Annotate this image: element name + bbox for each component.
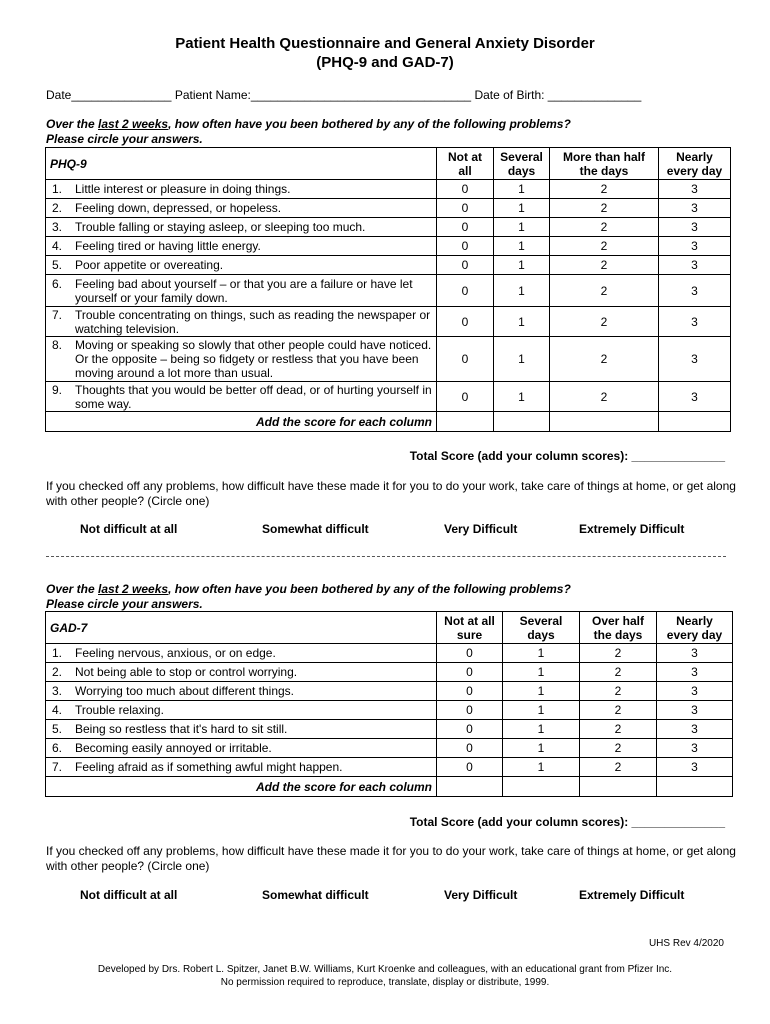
- phq-header-several-days: Several days: [494, 148, 550, 180]
- phq-option-somewhat-difficult[interactable]: Somewhat difficult: [262, 522, 369, 536]
- phq-score-option[interactable]: 3: [659, 237, 731, 256]
- gad-sum-cell[interactable]: [503, 777, 580, 797]
- gad-label: GAD-7: [46, 612, 437, 644]
- phq-item-cell: [46, 180, 437, 199]
- phq-score-option[interactable]: 3: [659, 218, 731, 237]
- phq-score-option[interactable]: 0: [437, 237, 494, 256]
- gad-item-number: 4.: [52, 703, 63, 717]
- phq-question: [46, 117, 571, 147]
- phq-item-cell: [46, 382, 437, 412]
- phq-item-text: Feeling bad about yourself – or that you are a failure or have let yourself or your family down.: [75, 276, 413, 305]
- gad-item-cell: [46, 644, 437, 663]
- gad-item-cell: [46, 758, 437, 777]
- phq-item-row: [46, 218, 731, 237]
- phq-total-score[interactable]: Total Score (add your column scores): ______________: [409, 449, 725, 463]
- phq-item-cell: [46, 237, 437, 256]
- phq-score-option[interactable]: 0: [437, 337, 494, 382]
- gad-header-nearly-every-day: Nearly every day: [657, 612, 733, 644]
- phq-item-text: Moving or speaking so slowly that other people could have noticed. Or the opposite – being so fidgety or restless that you have been moving around a lot more than usual.: [75, 338, 432, 380]
- gad-option-very-difficult[interactable]: Very Difficult: [444, 888, 518, 902]
- phq-item-cell: [46, 275, 437, 307]
- phq-score-option[interactable]: 1: [494, 307, 550, 337]
- phq-score-option[interactable]: 3: [659, 337, 731, 382]
- phq-header-row: [46, 148, 731, 180]
- phq-score-option[interactable]: 2: [550, 382, 659, 412]
- gad-sum-cell[interactable]: [437, 777, 503, 797]
- phq-item-cell: [46, 307, 437, 337]
- gad-score-option[interactable]: 0: [437, 739, 503, 758]
- phq-item-number: 6.: [52, 276, 63, 291]
- gad-score-option[interactable]: 2: [580, 758, 657, 777]
- phq-item-text: Trouble falling or staying asleep, or sleeping too much.: [75, 220, 366, 234]
- gad-item-row: [46, 663, 733, 682]
- phq-item-number: 5.: [52, 258, 63, 272]
- phq-score-option[interactable]: 2: [550, 237, 659, 256]
- phq-score-option[interactable]: 2: [550, 337, 659, 382]
- phq-item-row: [46, 199, 731, 218]
- question-text: Over the: [46, 582, 99, 596]
- phq-score-option[interactable]: 1: [494, 199, 550, 218]
- gad-score-option[interactable]: 2: [580, 720, 657, 739]
- phq-option-not-difficult[interactable]: Not difficult at all: [80, 522, 178, 536]
- gad-item-cell: [46, 682, 437, 701]
- phq-header-more-than-half: More than half the days: [550, 148, 659, 180]
- phq-score-option[interactable]: 2: [550, 199, 659, 218]
- revision-label: UHS Rev 4/2020: [648, 938, 724, 949]
- phq-score-option[interactable]: 1: [494, 180, 550, 199]
- phq-item-cell: [46, 199, 437, 218]
- question-instruction: Please circle your answers.: [46, 132, 203, 146]
- phq-score-option[interactable]: 0: [437, 382, 494, 412]
- gad-option-not-difficult[interactable]: Not difficult at all: [80, 888, 178, 902]
- phq-sum-cell[interactable]: [659, 412, 731, 432]
- phq-score-option[interactable]: 2: [550, 275, 659, 307]
- phq-sum-cell[interactable]: [550, 412, 659, 432]
- gad-score-option[interactable]: 1: [503, 739, 580, 758]
- phq-sum-cell[interactable]: [437, 412, 494, 432]
- phq-item-number: 2.: [52, 201, 63, 215]
- form-subtitle: (PHQ-9 and GAD-7): [316, 54, 454, 71]
- question-text-end: , how often have you been bothered by any of the following problems?: [168, 582, 571, 596]
- phq-item-row: [46, 237, 731, 256]
- gad-score-option[interactable]: 1: [503, 663, 580, 682]
- gad-item-text: Feeling nervous, anxious, or on edge.: [75, 646, 276, 660]
- gad-item-cell: [46, 720, 437, 739]
- phq-header-nearly-every-day: Nearly every day: [659, 148, 731, 180]
- phq-item-text: Little interest or pleasure in doing things.: [75, 182, 291, 196]
- gad-total-score[interactable]: Total Score (add your column scores): ______________: [409, 815, 725, 829]
- gad-score-option[interactable]: 1: [503, 758, 580, 777]
- gad-item-cell: [46, 739, 437, 758]
- gad-add-row: [46, 777, 733, 797]
- phq-item-text: Trouble concentrating on things, such as reading the newspaper or watching television.: [75, 307, 431, 336]
- gad-score-option[interactable]: 0: [437, 720, 503, 739]
- gad-item-text: Becoming easily annoyed or irritable.: [75, 741, 272, 755]
- phq-score-option[interactable]: 3: [659, 199, 731, 218]
- phq-score-option[interactable]: 1: [494, 275, 550, 307]
- gad-item-text: Worrying too much about different things.: [75, 684, 295, 698]
- gad-score-option[interactable]: 2: [580, 682, 657, 701]
- phq-score-option[interactable]: 1: [494, 218, 550, 237]
- phq-header-not-at-all: Not at all: [437, 148, 494, 180]
- question-text: Over the: [46, 117, 99, 131]
- gad-score-option[interactable]: 1: [503, 720, 580, 739]
- gad-score-option[interactable]: 3: [657, 758, 733, 777]
- gad-sum-cell[interactable]: [580, 777, 657, 797]
- form-title: Patient Health Questionnaire and General Anxiety Disorder: [175, 35, 595, 52]
- phq-add-label: Add the score for each column: [46, 412, 437, 432]
- phq-item-number: 9.: [52, 382, 63, 397]
- gad-difficulty-question: If you checked off any problems, how difficult have these made it for you to do your work, take care of things at home, or get along with other people? (Circle one): [46, 844, 736, 873]
- gad-score-option[interactable]: 0: [437, 701, 503, 720]
- gad-header-over-half: Over half the days: [580, 612, 657, 644]
- question-instruction: Please circle your answers.: [46, 597, 203, 611]
- gad-item-number: 3.: [52, 684, 63, 698]
- footer-permission: No permission required to reproduce, translate, display or distribute, 1999.: [220, 977, 550, 988]
- phq-item-cell: [46, 256, 437, 275]
- patient-info-line: [46, 88, 641, 102]
- gad-score-option[interactable]: 1: [503, 644, 580, 663]
- gad-item-row: [46, 758, 733, 777]
- phq-item-text: Thoughts that you would be better off dead, or of hurting yourself in some way.: [75, 382, 432, 411]
- date-of-birth-field[interactable]: Date of Birth: ______________: [474, 88, 642, 102]
- gad-item-text: Feeling afraid as if something awful might happen.: [75, 760, 343, 774]
- gad-add-label: Add the score for each column: [46, 777, 437, 797]
- phq-score-option[interactable]: 2: [550, 180, 659, 199]
- phq-item-cell: [46, 337, 437, 382]
- phq-item-text: Feeling tired or having little energy.: [75, 239, 261, 253]
- gad-score-option[interactable]: 2: [580, 739, 657, 758]
- phq-add-row: [46, 412, 731, 432]
- phq-item-row: [46, 256, 731, 275]
- phq-score-option[interactable]: 3: [659, 180, 731, 199]
- gad-option-somewhat-difficult[interactable]: Somewhat difficult: [262, 888, 369, 902]
- gad-score-option[interactable]: 2: [580, 644, 657, 663]
- gad-item-row: [46, 739, 733, 758]
- phq-item-row: [46, 337, 731, 382]
- gad-item-number: 2.: [52, 665, 63, 679]
- gad-item-text: Trouble relaxing.: [75, 703, 164, 717]
- date-field[interactable]: Date_______________: [46, 88, 172, 102]
- phq-score-option[interactable]: 2: [550, 218, 659, 237]
- phq-score-option[interactable]: 0: [437, 199, 494, 218]
- phq-score-option[interactable]: 0: [437, 218, 494, 237]
- gad-item-number: 1.: [52, 646, 63, 660]
- phq-score-option[interactable]: 1: [494, 237, 550, 256]
- gad-item-cell: [46, 701, 437, 720]
- phq-score-option[interactable]: 0: [437, 180, 494, 199]
- patient-name-field[interactable]: Patient Name:_________________________________: [174, 88, 472, 102]
- phq-score-option[interactable]: 1: [494, 337, 550, 382]
- gad-score-option[interactable]: 3: [657, 663, 733, 682]
- phq-score-option[interactable]: 2: [550, 307, 659, 337]
- gad-item-number: 6.: [52, 741, 63, 755]
- footer-credits: Developed by Drs. Robert L. Spitzer, Janet B.W. Williams, Kurt Kroenke and colleagues, with an educational grant from Pfizer Inc.: [97, 964, 673, 975]
- gad-item-cell: [46, 663, 437, 682]
- gad-header-several-days: Several days: [503, 612, 580, 644]
- gad-header-row: [46, 612, 733, 644]
- gad-score-option[interactable]: 1: [503, 682, 580, 701]
- question-emphasis: last 2 weeks: [98, 117, 169, 131]
- gad-score-option[interactable]: 3: [657, 739, 733, 758]
- phq-score-option[interactable]: 2: [550, 256, 659, 275]
- phq-score-option[interactable]: 1: [494, 256, 550, 275]
- phq-label: PHQ-9: [46, 148, 437, 180]
- gad-header-not-at-all: Not at all sure: [437, 612, 503, 644]
- gad-sum-cell[interactable]: [657, 777, 733, 797]
- gad-score-option[interactable]: 0: [437, 758, 503, 777]
- phq-item-cell: [46, 218, 437, 237]
- phq-item-number: 3.: [52, 220, 63, 234]
- phq-item-row: [46, 180, 731, 199]
- gad-item-text: Being so restless that it's hard to sit still.: [75, 722, 288, 736]
- gad-item-number: 7.: [52, 760, 63, 774]
- gad-item-text: Not being able to stop or control worrying.: [75, 665, 298, 679]
- gad-table: [45, 611, 733, 797]
- gad-score-option[interactable]: 3: [657, 682, 733, 701]
- phq-score-option[interactable]: 3: [659, 275, 731, 307]
- phq-option-extremely-difficult[interactable]: Extremely Difficult: [579, 522, 685, 536]
- gad-score-option[interactable]: 2: [580, 663, 657, 682]
- phq-item-number: 4.: [52, 239, 63, 253]
- phq-score-option[interactable]: 1: [494, 382, 550, 412]
- gad-score-option[interactable]: 0: [437, 663, 503, 682]
- phq-item-row: [46, 307, 731, 337]
- gad-item-row: [46, 720, 733, 739]
- phq-score-option[interactable]: 3: [659, 382, 731, 412]
- phq-score-option[interactable]: 0: [437, 256, 494, 275]
- gad-score-option[interactable]: 3: [657, 701, 733, 720]
- phq-option-very-difficult[interactable]: Very Difficult: [444, 522, 518, 536]
- gad-item-row: [46, 682, 733, 701]
- phq-score-option[interactable]: 0: [437, 275, 494, 307]
- phq-item-text: Poor appetite or overeating.: [75, 258, 224, 272]
- phq-item-number: 7.: [52, 307, 63, 322]
- gad-option-extremely-difficult[interactable]: Extremely Difficult: [579, 888, 685, 902]
- gad-score-option[interactable]: 3: [657, 644, 733, 663]
- phq-item-row: [46, 382, 731, 412]
- phq-difficulty-question: If you checked off any problems, how difficult have these made it for you to do your work, take care of things at home, or get along with other people? (Circle one): [46, 479, 736, 508]
- gad-item-number: 5.: [52, 722, 63, 736]
- phq-item-text: Feeling down, depressed, or hopeless.: [75, 201, 282, 215]
- phq-item-row: [46, 275, 731, 307]
- section-divider: [46, 556, 726, 557]
- gad-score-option[interactable]: 2: [580, 701, 657, 720]
- phq-sum-cell[interactable]: [494, 412, 550, 432]
- gad-score-option[interactable]: 1: [503, 701, 580, 720]
- phq-score-option[interactable]: 3: [659, 256, 731, 275]
- question-emphasis: last 2 weeks: [98, 582, 169, 596]
- gad-question: [46, 582, 571, 612]
- phq-score-option[interactable]: 3: [659, 307, 731, 337]
- gad-item-row: [46, 644, 733, 663]
- question-text-end: , how often have you been bothered by any of the following problems?: [168, 117, 571, 131]
- phq-score-option[interactable]: 0: [437, 307, 494, 337]
- phq-item-number: 8.: [52, 338, 63, 352]
- gad-score-option[interactable]: 0: [437, 682, 503, 701]
- gad-score-option[interactable]: 0: [437, 644, 503, 663]
- gad-item-row: [46, 701, 733, 720]
- phq-item-number: 1.: [52, 182, 63, 196]
- gad-score-option[interactable]: 3: [657, 720, 733, 739]
- phq-table: [45, 147, 731, 432]
